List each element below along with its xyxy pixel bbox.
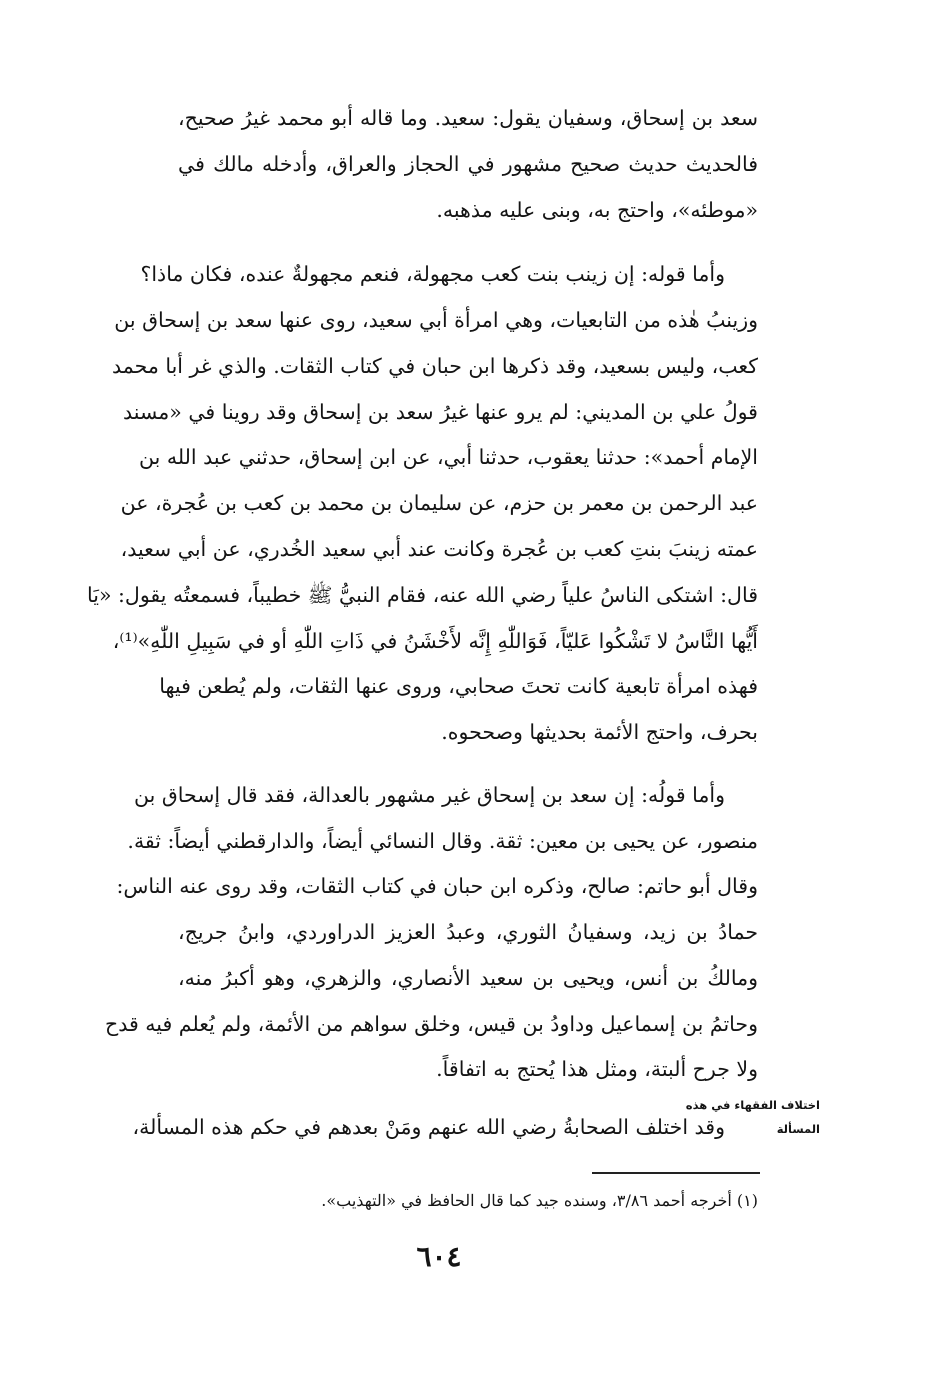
- footnote-separator: [592, 1172, 760, 1174]
- text-line: وقال أبو حاتم: صالح، وذكره ابن حبان في كتاب الثقات، وقد روى عنه الناس:: [116, 874, 758, 898]
- text-line: وحاتمُ بن إسماعيل وداودُ بن قيس، وخلق سواهم من الأئمة، ولم يُعلم فيه قدح: [105, 1012, 758, 1036]
- text-line: وزينبُ هٰذه من التابعيات، وهي امرأة أبي سعيد، روى عنها سعد بن إسحاق بن: [114, 308, 758, 332]
- margin-heading-line-1: اختلاف الفقهاء في هذه: [685, 1098, 820, 1112]
- margin-heading: [685, 1093, 820, 1141]
- text-line: أَيُّها النَّاسُ لا تَشْكُوا عَليّاً، فَوَاللّٰهِ إِنَّه لأَخْشَنُ في ذَاتِ اللّٰهِ أو في سَبِيلِ اللّٰهِ»⁽¹⁾،: [112, 629, 758, 653]
- text-line: كعب، وليس بسعيد، وقد ذكرها ابن حبان في كتاب الثقات. والذي غر أبا محمد: [112, 354, 758, 378]
- text-line: ولا جرح ألبتة، ومثل هذا يُحتج به اتفاقاً.: [436, 1057, 758, 1081]
- text-line: «موطئه»، واحتج به، وبنى عليه مذهبه.: [436, 198, 758, 222]
- text-line: بحرف، واحتج الأئمة بحديثها وصححوه.: [441, 720, 758, 744]
- text-line: قولُ علي بن المديني: لم يرو عنها غيرُ سعد بن إسحاق وقد روينا في «مسند: [123, 400, 758, 424]
- text-line: قال: اشتكى الناسُ علياً رضي الله عنه، فقام النبيُّ ﷺ خطيباً، فسمعتُه يقول: «يَا: [87, 583, 758, 607]
- text-line: فهذه امرأة تابعية كانت تحتَ صحابي، وروى عنها الثقات، ولم يُطعن فيها: [159, 674, 758, 698]
- text-line: وأما قولُه: إن سعد بن إسحاق غير مشهور بالعدالة، فقد قال إسحاق بن: [134, 783, 725, 807]
- text-line: فالحديث حديث صحيح مشهور في الحجاز والعراق، وأدخله مالك في: [178, 152, 758, 176]
- text-line: الإمام أحمد»: حدثنا يعقوب، حدثنا أبي، عن ابن إسحاق، حدثني عبد الله بن: [139, 445, 758, 469]
- text-line: منصور، عن يحيى بن معين: ثقة. وقال النسائي أيضاً، والدارقطني أيضاً: ثقة.: [127, 829, 758, 853]
- footnote: (١) أخرجه أحمد ٣/٨٦، وسنده جيد كما قال الحافظ في «التهذيب».: [321, 1191, 758, 1210]
- text-line: عمته زينبَ بنتِ كعب بن عُجرة وكانت عند أبي سعيد الخُدري، عن أبي سعيد،: [120, 537, 758, 561]
- text-line: حمادُ بن زيد، وسفيانُ الثوري، وعبدُ العزيز الدراوردي، وابنُ جريج،: [178, 920, 758, 944]
- text-line: وقد اختلف الصحابةُ رضي الله عنهم ومَنْ بعدهم في حكم هذه المسألة،: [132, 1115, 725, 1139]
- text-line: وأما قوله: إن زينب بنت كعب مجهولة، فنعم مجهولةٌ عنده، فكان ماذا؟: [140, 262, 725, 286]
- page-number: ٦٠٤: [416, 1240, 462, 1273]
- margin-heading-line-2: المسألة: [776, 1122, 820, 1136]
- text-line: سعد بن إسحاق، وسفيان يقول: سعيد. وما قاله أبو محمد غيرُ صحيح،: [178, 106, 758, 130]
- text-line: عبد الرحمن بن معمر بن حزم، عن سليمان بن محمد بن كعب بن عُجرة، عن: [120, 491, 758, 515]
- text-line: ومالكُ بن أنس، ويحيى بن سعيد الأنصاري، والزهري، وهو أكبرُ منه،: [178, 966, 758, 990]
